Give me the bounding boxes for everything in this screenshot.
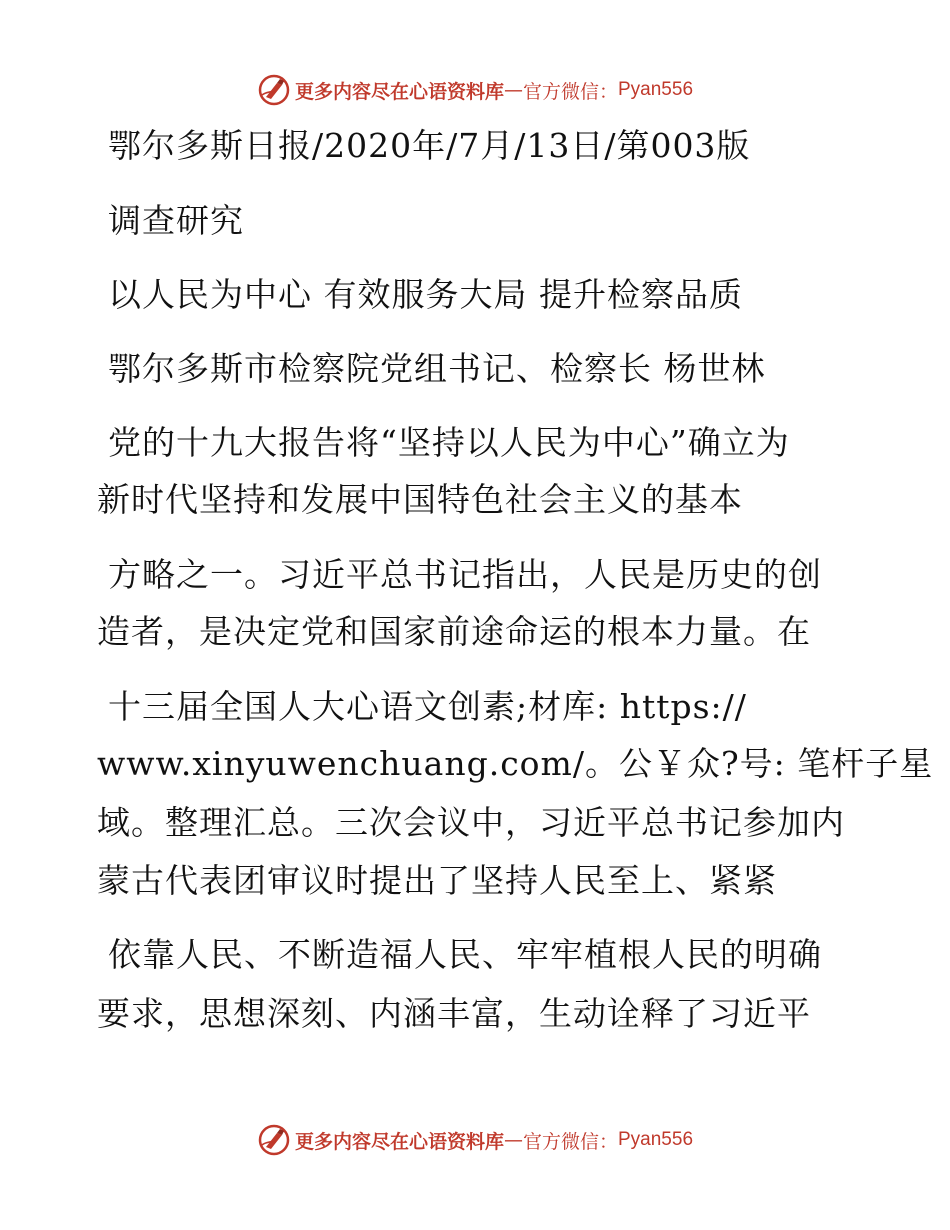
body-line: 十三届全国人大心语文创素;材库: https://: [108, 687, 747, 726]
header-banner: [0, 70, 950, 110]
banner-site-text: 更多内容尽在心语资料库: [294, 80, 504, 103]
body-line: 造者，是决定党和国家前途命运的根本力量。在: [97, 612, 811, 651]
article-headline: 以人民为中心 有效服务大局 提升检察品质: [108, 275, 743, 314]
banner-wechat-label: 官方微信：: [522, 1130, 618, 1153]
body-line: 依靠人民、不断造福人民、牢牢植根人民的明确: [108, 935, 822, 974]
footer-banner: [0, 1120, 950, 1160]
dateline: 鄂尔多斯日报/2020年/7月/13日/第003版: [108, 126, 751, 165]
pen-nib-logo-icon: [257, 1123, 291, 1157]
body-line: 党的十九大报告将“坚持以人民为中心”确立为: [108, 423, 790, 462]
section-label: 调查研究: [108, 201, 244, 240]
banner-wechat-id: Pyan556: [618, 1129, 694, 1150]
body-line: 新时代坚持和发展中国特色社会主义的基本: [97, 480, 743, 519]
banner-dash: —: [503, 1129, 523, 1151]
pen-nib-logo-icon: [257, 73, 291, 107]
banner-dash: —: [503, 79, 523, 101]
banner-site-text: 更多内容尽在心语资料库: [294, 1130, 504, 1153]
banner-wechat-id: Pyan556: [618, 79, 694, 100]
body-line: 方略之一。习近平总书记指出，人民是历史的创: [108, 555, 822, 594]
body-line: www.xinyuwenchuang.com/。公￥众?号: 笔杆子星: [97, 744, 934, 783]
body-line: 域。整理汇总。三次会议中，习近平总书记参加内: [97, 803, 845, 842]
body-line: 蒙古代表团审议时提出了坚持人民至上、紧紧: [97, 861, 777, 900]
banner-wechat-label: 官方微信：: [522, 80, 618, 103]
article-byline: 鄂尔多斯市检察院党组书记、检察长 杨世林: [108, 349, 766, 388]
body-line: 要求，思想深刻、内涵丰富，生动诠释了习近平: [97, 994, 811, 1033]
